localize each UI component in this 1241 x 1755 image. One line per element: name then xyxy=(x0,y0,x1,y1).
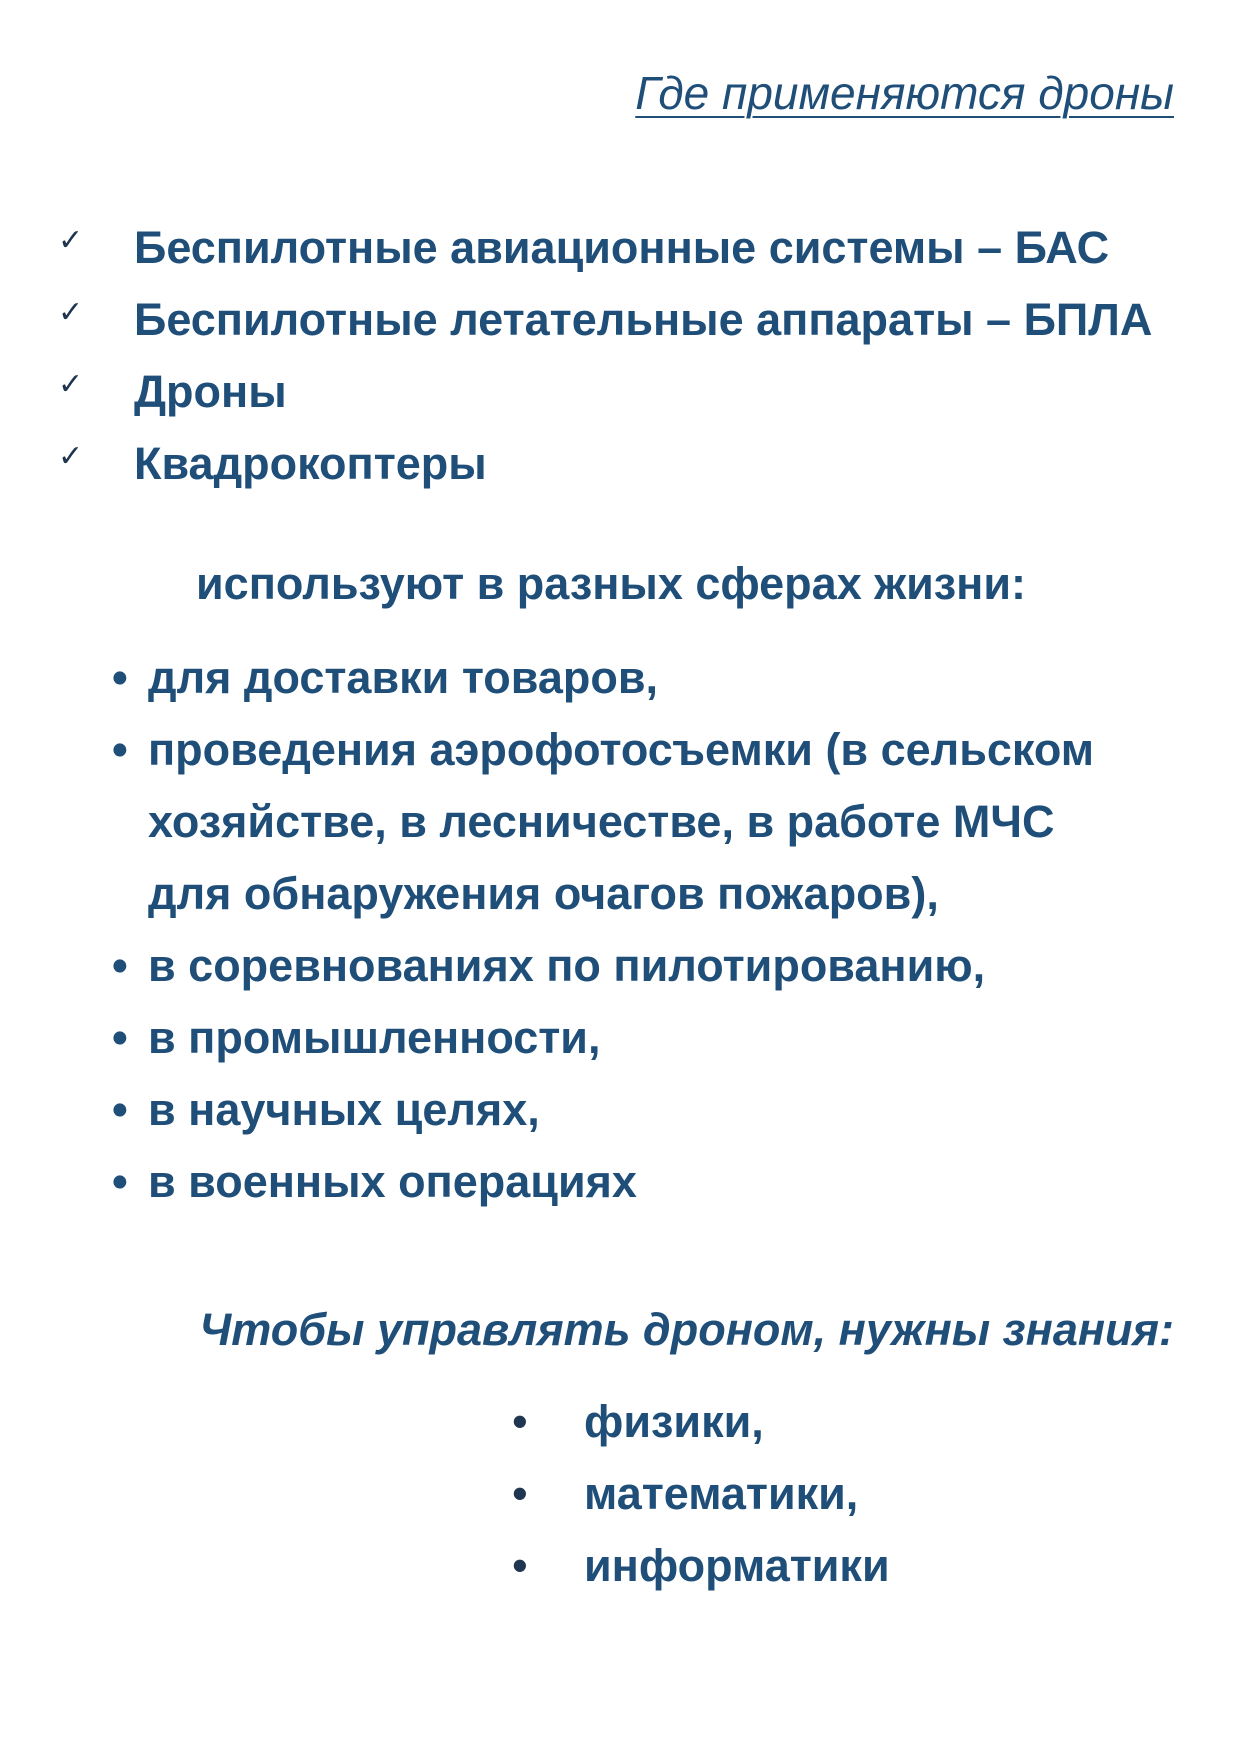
term-list xyxy=(58,212,1152,500)
term-label: Беспилотные авиационные системы – БАС xyxy=(134,222,1110,273)
sphere-text: для доставки товаров, xyxy=(148,652,658,703)
sphere-text: проведения аэрофотосъемки (в сельском xyxy=(148,724,1095,775)
knowledge-heading: Чтобы управлять дроном, нужны знания: xyxy=(199,1304,1174,1355)
sphere-text: в научных целях, xyxy=(148,1084,540,1135)
bullet-icon: • xyxy=(512,1396,528,1447)
page-title: Где применяются дроны xyxy=(635,67,1174,119)
spheres-heading: используют в разных сферах жизни: xyxy=(196,558,1026,609)
sphere-text: в соревнованиях по пилотированию, xyxy=(148,940,986,991)
check-icon: ✓ xyxy=(58,366,84,402)
sphere-text: хозяйстве, в лесничестве, в работе МЧС xyxy=(148,796,1055,847)
sphere-item xyxy=(112,642,1094,714)
subject-item xyxy=(512,1530,890,1602)
term-item xyxy=(58,212,1152,284)
bullet-icon: • xyxy=(112,652,128,703)
sphere-text: в военных операциях xyxy=(148,1156,637,1207)
check-icon: ✓ xyxy=(58,222,84,258)
subject-label: физики, xyxy=(584,1396,764,1447)
sphere-text: в промышленности, xyxy=(148,1012,601,1063)
bullet-icon: • xyxy=(112,940,128,991)
term-item xyxy=(58,356,1152,428)
term-item xyxy=(58,428,1152,500)
check-icon: ✓ xyxy=(58,438,84,474)
term-label: Квадрокоптеры xyxy=(134,438,487,489)
sphere-item xyxy=(112,1002,1094,1074)
sphere-item xyxy=(112,1074,1094,1146)
bullet-icon: • xyxy=(512,1468,528,1519)
bullet-icon: • xyxy=(112,1156,128,1207)
term-label: Беспилотные летательные аппараты – БПЛА xyxy=(134,294,1153,345)
check-icon: ✓ xyxy=(58,294,84,330)
sphere-item xyxy=(112,930,1094,1002)
subject-item xyxy=(512,1386,890,1458)
sphere-text: для обнаружения очагов пожаров), xyxy=(148,868,939,919)
bullet-icon: • xyxy=(112,1084,128,1135)
term-item xyxy=(58,284,1152,356)
term-label: Дроны xyxy=(134,366,287,417)
subject-label: математики, xyxy=(584,1468,859,1519)
sphere-list xyxy=(112,642,1094,1218)
bullet-icon: • xyxy=(512,1540,528,1591)
bullet-icon: • xyxy=(112,724,128,775)
subject-item xyxy=(512,1458,890,1530)
subject-list xyxy=(512,1386,890,1602)
subject-label: информатики xyxy=(584,1540,890,1591)
sphere-item xyxy=(112,714,1094,930)
bullet-icon: • xyxy=(112,1012,128,1063)
sphere-item xyxy=(112,1146,1094,1218)
